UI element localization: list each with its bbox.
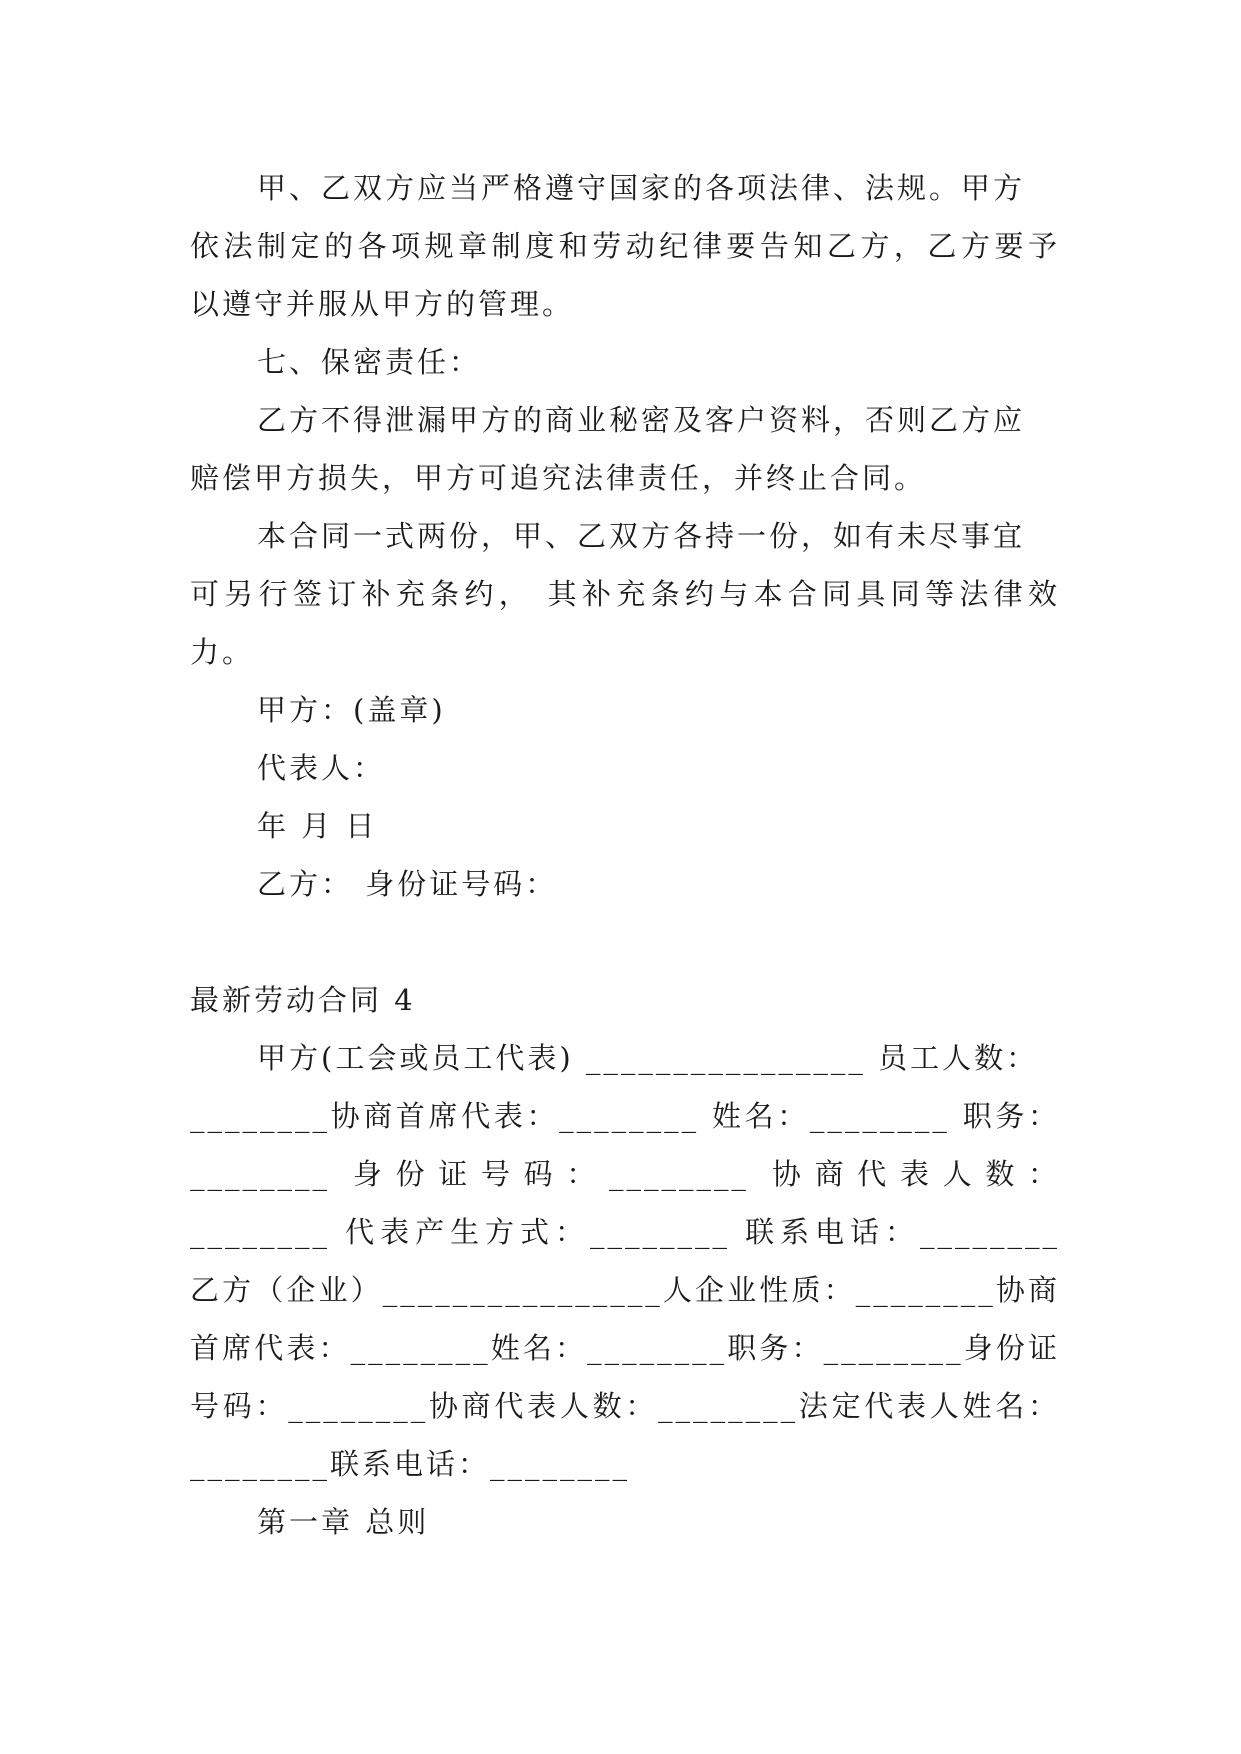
form-line: 乙方（企业）________________人企业性质：________协商 (190, 1273, 1060, 1307)
form-line: 首席代表：________姓名：________职务：________身份证 (190, 1331, 1060, 1365)
form-line: ________联系电话：________ (190, 1447, 631, 1481)
paragraph-line: 赔偿甲方损失，甲方可追究法律责任，并终止合同。 (190, 461, 927, 495)
paragraph-line: 乙方不得泄漏甲方的商业秘密及客户资料，否则乙方应 (257, 403, 1026, 437)
paragraph-line: 可另行签订补充条约， 其补充条约与本合同具同等法律效 (190, 577, 1060, 611)
paragraph-line: 甲、乙双方应当严格遵守国家的各项法律、法规。甲方 (257, 171, 1026, 205)
paragraph-line: 本合同一式两份，甲、乙双方各持一份，如有未尽事宜 (257, 519, 1026, 553)
form-line: ________ 身份证号码：________ 协商代表人数： (190, 1157, 1060, 1191)
form-line: ________协商首席代表：________ 姓名：________ 职务： (190, 1099, 1060, 1133)
signature-party-b: 乙方： 身份证号码： (257, 867, 558, 901)
signature-date: 年 月 日 (257, 809, 378, 843)
section-heading: 七、保密责任： (257, 345, 482, 379)
paragraph-line: 依法制定的各项规章制度和劳动纪律要告知乙方，乙方要予 (190, 229, 1060, 263)
paragraph-line: 以遵守并服从甲方的管理。 (190, 287, 575, 321)
signature-representative: 代表人： (257, 751, 386, 785)
document-title: 最新劳动合同 4 (190, 983, 416, 1017)
form-line: ________ 代表产生方式：________ 联系电话：________ (190, 1215, 1060, 1249)
chapter-heading: 第一章 总则 (257, 1505, 430, 1539)
form-line: 甲方(工会或员工代表) ________________ 员工人数： (257, 1041, 1039, 1075)
paragraph-line: 力。 (190, 635, 255, 669)
signature-party-a: 甲方：(盖章) (257, 693, 446, 727)
form-line: 号码：________协商代表人数：________法定代表人姓名： (190, 1389, 1060, 1423)
